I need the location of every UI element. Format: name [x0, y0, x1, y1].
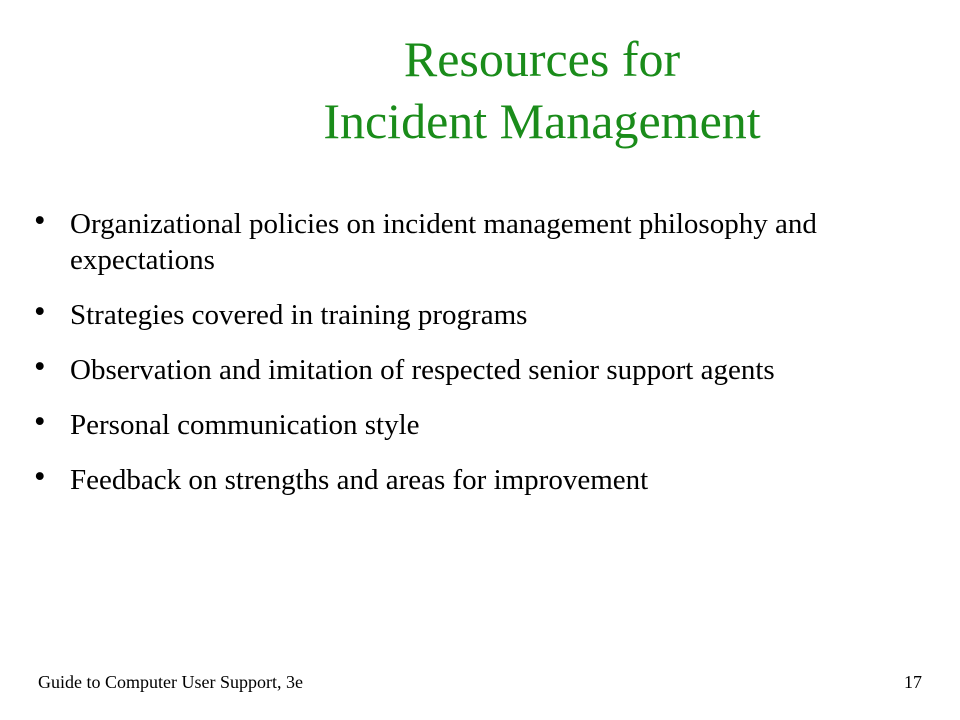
bullet-dot-icon: •: [34, 294, 46, 330]
bullet-text: Personal communication style: [70, 409, 420, 441]
bullet-item: [30, 459, 930, 498]
bullet-item: [30, 294, 930, 333]
bullet-text: Observation and imitation of respected senior support agents: [70, 354, 775, 386]
bullet-item: [30, 404, 930, 443]
bullet-dot-icon: •: [34, 404, 46, 440]
footer-page-number: 17: [904, 672, 922, 692]
bullet-text: Feedback on strengths and areas for improvement: [70, 464, 649, 496]
title-line-2: Incident Management: [323, 93, 761, 149]
bullet-dot-icon: •: [34, 459, 46, 495]
bullet-dot-icon: •: [34, 349, 46, 385]
title-line-1: Resources for: [403, 31, 681, 87]
bullet-list: [30, 203, 930, 517]
bullet-dot-icon: •: [34, 203, 46, 239]
bullet-text: Organizational policies on incident management philosophy and expectations: [70, 208, 817, 276]
slide-title: [0, 28, 960, 152]
footer-book-title: Guide to Computer User Support, 3e: [38, 672, 303, 692]
bullet-text: Strategies covered in training programs: [70, 299, 528, 331]
bullet-item: [30, 203, 930, 278]
bullet-item: [30, 349, 930, 388]
